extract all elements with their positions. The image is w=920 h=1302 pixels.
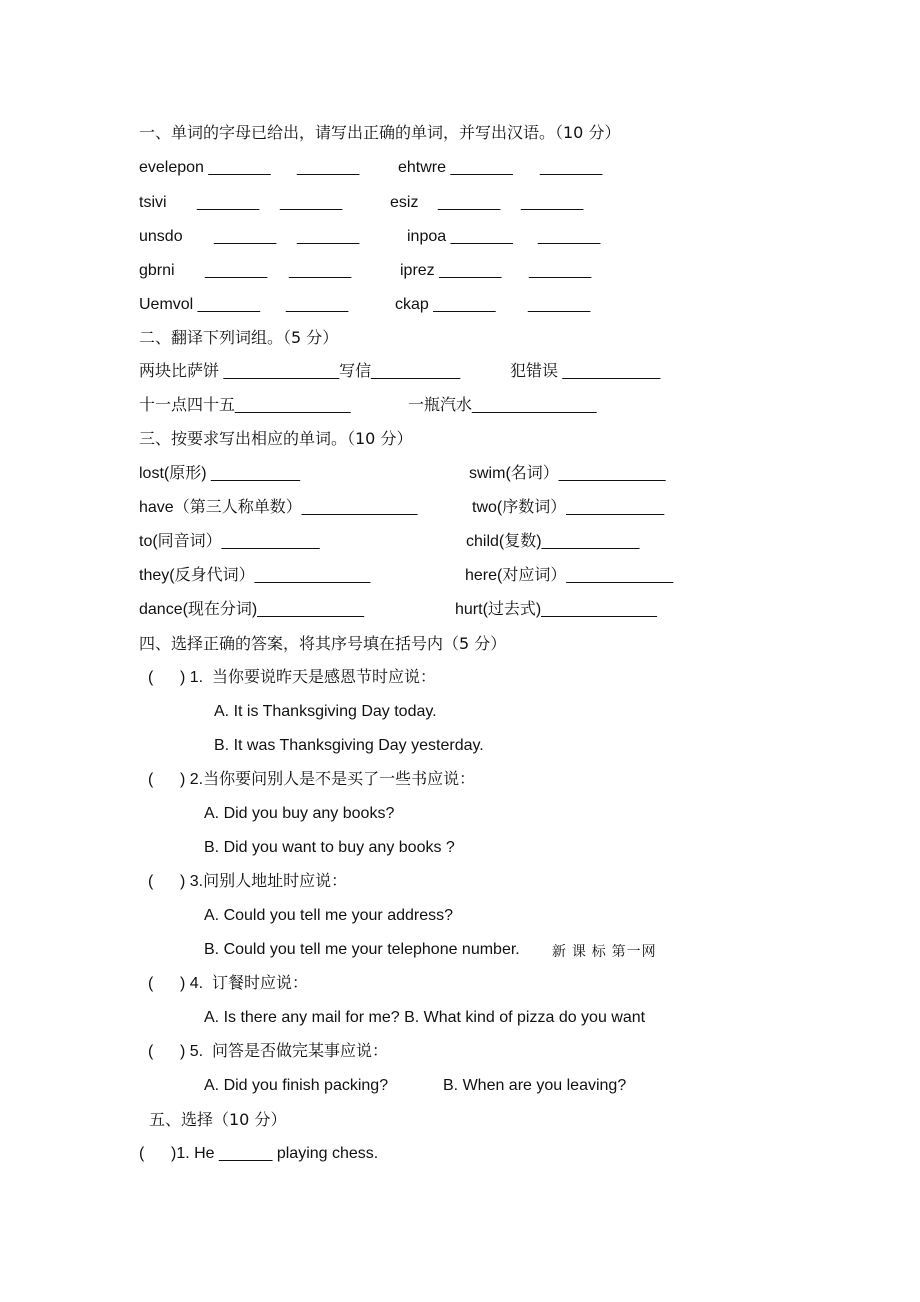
answer-blank: _______ <box>214 228 277 245</box>
word-form-item: here(对应词）____________ <box>465 567 674 584</box>
word-form-item: child(复数)___________ <box>466 533 640 550</box>
option-b: B. It was Thanksgiving Day yesterday. <box>214 737 484 754</box>
scrambled-word: unsdo <box>139 228 183 245</box>
word-form-item: dance(现在分词)____________ <box>139 601 365 618</box>
question: ( ) 4. 订餐时应说： <box>148 975 309 992</box>
translate-item: 十一点四十五_____________ <box>139 397 351 414</box>
translate-item: 一瓶汽水______________ <box>408 397 597 414</box>
section-3-title: 三、按要求写出相应的单词。（10 分） <box>139 429 413 448</box>
answer-blank: _______ <box>297 228 360 245</box>
option-b: B. Could you tell me your telephone number. <box>204 941 520 958</box>
word-form-item: lost(原形) __________ <box>139 465 300 482</box>
answer-blank: _______ <box>540 159 603 176</box>
option-a: A. Did you buy any books? <box>204 805 395 822</box>
word-form-item: hurt(过去式)_____________ <box>455 601 657 618</box>
question: ( )1. He ______ playing chess. <box>139 1145 379 1162</box>
answer-blank: _______ <box>528 296 591 313</box>
scrambled-word: gbrni <box>139 262 175 279</box>
answer-blank: _______ <box>197 194 260 211</box>
option-a: A. It is Thanksgiving Day today. <box>214 703 437 720</box>
option-a: A. Is there any mail for me? B. What kind of pizza do you want <box>204 1009 646 1026</box>
word-form-item: to(同音词）___________ <box>139 533 320 550</box>
answer-blank: _______ <box>205 262 268 279</box>
section-4-title: 四、选择正确的答案，将其序号填在括号内（5 分） <box>139 634 507 653</box>
answer-blank: _______ <box>289 262 352 279</box>
scrambled-word: iprez _______ <box>400 262 502 279</box>
section-2-title: 二、翻译下列词组。（5 分） <box>139 328 339 347</box>
word-form-item: they(反身代词）_____________ <box>139 567 371 584</box>
question: ( ) 2.当你要问别人是不是买了一些书应说： <box>148 771 476 788</box>
option-b: B. When are you leaving? <box>443 1077 627 1094</box>
question: ( ) 5. 问答是否做完某事应说： <box>148 1043 389 1060</box>
section-1-title: 一、单词的字母已给出，请写出正确的单词，并写出汉语。（10 分） <box>139 123 621 142</box>
scrambled-word: tsivi <box>139 194 167 211</box>
word-form-item: swim(名词）____________ <box>469 465 666 482</box>
option-a: A. Did you finish packing? <box>204 1077 389 1094</box>
scrambled-word: Uemvol _______ <box>139 296 260 313</box>
watermark-text: 新 课 标 第一网 <box>552 943 657 959</box>
section-5-title: 五、选择（10 分） <box>149 1110 287 1129</box>
answer-blank: _______ <box>529 262 592 279</box>
translate-item: 两块比萨饼 _____________写信__________ <box>139 363 461 380</box>
word-form-item: two(序数词）___________ <box>472 499 665 516</box>
question: ( ) 1. 当你要说昨天是感恩节时应说： <box>148 669 437 686</box>
question: ( ) 3.问别人地址时应说： <box>148 873 348 890</box>
answer-blank: _______ <box>297 159 360 176</box>
translate-item: 犯错误 ___________ <box>510 363 661 380</box>
answer-blank: _______ <box>438 194 501 211</box>
answer-blank: _______ <box>538 228 601 245</box>
answer-blank: _______ <box>280 194 343 211</box>
scrambled-word: inpoa _______ <box>407 228 513 245</box>
scrambled-word: ckap _______ <box>395 296 496 313</box>
answer-blank: _______ <box>286 296 349 313</box>
scrambled-word: esiz <box>390 194 419 211</box>
option-a: A. Could you tell me your address? <box>204 907 454 924</box>
scrambled-word: ehtwre _______ <box>398 159 513 176</box>
option-b: B. Did you want to buy any books ? <box>204 839 455 856</box>
word-form-item: have（第三人称单数）_____________ <box>139 499 418 516</box>
scrambled-word: evelepon _______ <box>139 159 271 176</box>
answer-blank: _______ <box>521 194 584 211</box>
